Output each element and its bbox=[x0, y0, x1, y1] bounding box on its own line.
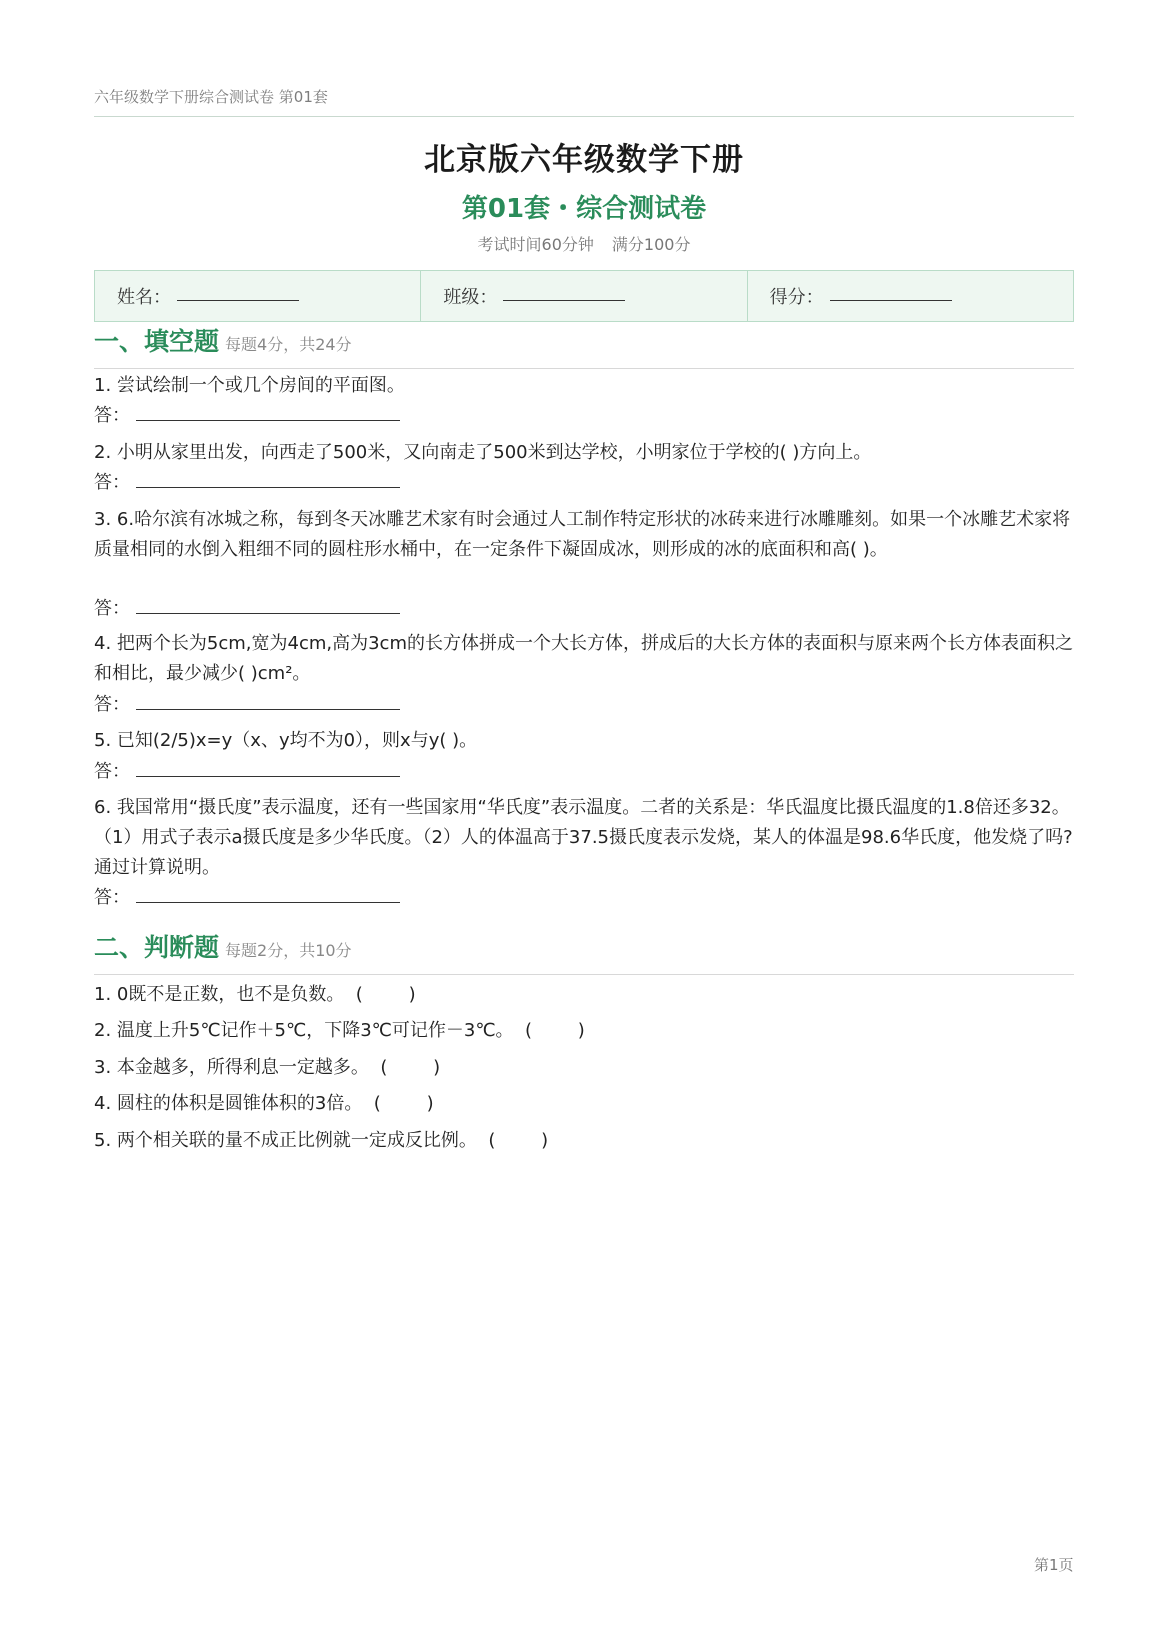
student-info-table bbox=[94, 270, 1074, 322]
question-4: 4. 把两个长为5cm,宽为4cm,高为3cm的长方体拼成一个大长方体，拼成后的大长方体的表面积与原来两个长方体表面积之和相比，最少减少( )cm²。 bbox=[94, 633, 1073, 684]
judge-question-3: 3. 本金越多，所得利息一定越多。 ( ) bbox=[94, 1057, 441, 1078]
question-6: 6. 我国常用“摄氏度”表示温度，还有一些国家用“华氏度”表示温度。二者的关系是：华氏温度比摄氏温度的1.8倍还多32。（1）用式子表示a摄氏度是多少华氏度。（2）人的体温高于37.5摄氏度表示发烧，某人的体温是98.6华氏度，他发烧了吗?通过计算说明。 bbox=[94, 797, 1073, 878]
answer-row-5[interactable] bbox=[94, 757, 400, 783]
answer-row-2[interactable] bbox=[94, 468, 400, 494]
section-fill-blank-header bbox=[94, 322, 1074, 369]
answer-label: 答： bbox=[94, 761, 130, 782]
answer-row-6[interactable] bbox=[94, 883, 400, 909]
judge-question-1: 1. 0既不是正数，也不是负数。 ( ) bbox=[94, 984, 416, 1005]
question-1: 1. 尝试绘制一个或几个房间的平面图。 bbox=[94, 375, 405, 396]
exam-time: 考试时间60分钟 bbox=[477, 235, 594, 254]
page-number: 第1页 bbox=[1034, 1556, 1074, 1574]
header-divider bbox=[94, 116, 1074, 117]
answer-row-1[interactable] bbox=[94, 401, 400, 427]
answer-label: 答： bbox=[94, 598, 130, 619]
question-2: 2. 小明从家里出发，向西走了500米，又向南走了500米到达学校，小明家位于学校的( )方向上。 bbox=[94, 442, 872, 463]
class-label: 班级： bbox=[443, 287, 498, 308]
answer-blank[interactable] bbox=[136, 766, 400, 777]
score-field[interactable] bbox=[747, 271, 1073, 321]
running-header: 六年级数学下册综合测试卷 第01套 bbox=[94, 88, 328, 106]
answer-row-3[interactable] bbox=[94, 594, 400, 620]
class-field[interactable] bbox=[420, 271, 746, 321]
class-blank[interactable] bbox=[503, 292, 625, 301]
exam-info bbox=[94, 232, 1074, 255]
judge-question-5: 5. 两个相关联的量不成正比例就一定成反比例。 ( ) bbox=[94, 1130, 549, 1151]
section-title: 二、判断题 bbox=[94, 933, 220, 962]
judge-question-4: 4. 圆柱的体积是圆锥体积的3倍。 ( ) bbox=[94, 1093, 434, 1114]
answer-label: 答： bbox=[94, 887, 130, 908]
section-note: 每题4分，共24分 bbox=[225, 335, 352, 354]
answer-label: 答： bbox=[94, 472, 130, 493]
section-title: 一、填空题 bbox=[94, 327, 220, 356]
name-blank[interactable] bbox=[177, 292, 299, 301]
answer-row-4[interactable] bbox=[94, 690, 400, 716]
question-3: 3. 6.哈尔滨有冰城之称，每到冬天冰雕艺术家有时会通过人工制作特定形状的冰砖来进行冰雕雕刻。如果一个冰雕艺术家将质量相同的水倒入粗细不同的圆柱形水桶中，在一定条件下凝固成冰，则形成的冰的底面积和高( )。 bbox=[94, 509, 1071, 560]
name-field[interactable] bbox=[95, 271, 420, 321]
answer-blank[interactable] bbox=[136, 699, 400, 710]
question-5: 5. 已知(2/5)x=y（x、y均不为0），则x与y( )。 bbox=[94, 730, 478, 751]
answer-blank[interactable] bbox=[136, 603, 400, 614]
page-title: 北京版六年级数学下册 bbox=[424, 142, 744, 178]
answer-blank[interactable] bbox=[136, 892, 400, 903]
name-label: 姓名： bbox=[117, 287, 171, 308]
score-label: 得分： bbox=[769, 287, 824, 308]
section-true-false-header bbox=[94, 928, 1074, 975]
judge-question-2: 2. 温度上升5℃记作＋5℃，下降3℃可记作－3℃。 ( ) bbox=[94, 1020, 585, 1041]
full-score: 满分100分 bbox=[611, 235, 691, 254]
page-subtitle: 第01套・综合测试卷 bbox=[461, 194, 707, 224]
section-note: 每题2分，共10分 bbox=[225, 941, 352, 960]
answer-label: 答： bbox=[94, 405, 130, 426]
score-blank[interactable] bbox=[830, 292, 952, 301]
answer-blank[interactable] bbox=[136, 410, 400, 421]
answer-blank[interactable] bbox=[136, 477, 400, 488]
answer-label: 答： bbox=[94, 694, 130, 715]
